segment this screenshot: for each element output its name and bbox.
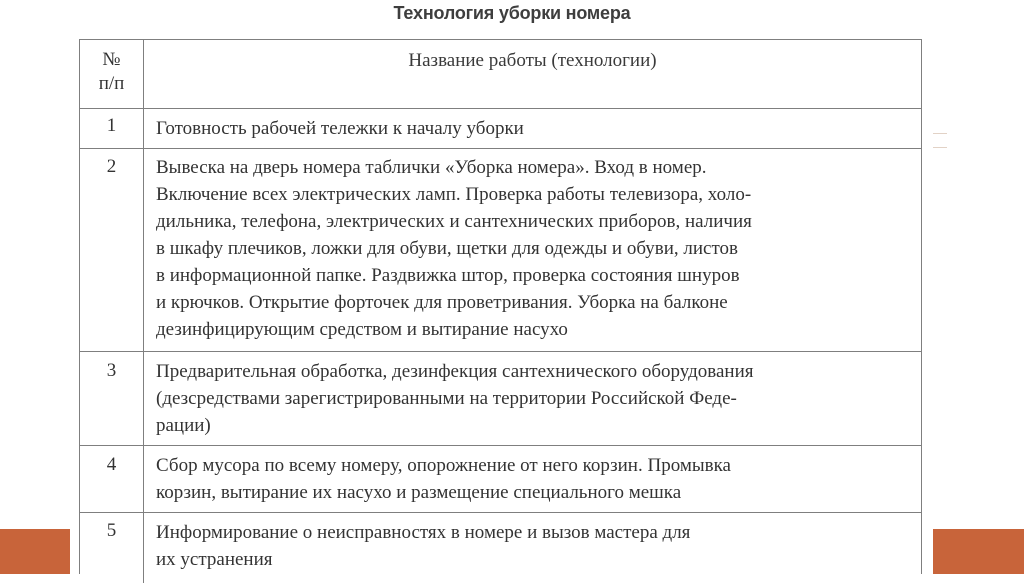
table-row — [80, 149, 921, 352]
table-row — [80, 109, 921, 149]
row-text: Вывеска на дверь номера таблички «Уборка номера». Вход в номер. Включение всех электрических ламп. Проверка работы телевизора, холо- дильника, телефона, электрических и сантехнических приборов, наличия в шкафу плечиков, ложки для обуви, щетки для одежды и обуви, листов в информационной папке. Раздвижка штор, проверка состояния шнуров и крючков. Открытие форточек для проветривания. Уборка на балконе дезинфицирующим средством и вытирание насухо — [156, 157, 752, 340]
accent-bar-left — [0, 529, 70, 574]
page-title: Технология уборки номера — [393, 3, 631, 23]
table-row — [80, 513, 921, 583]
table-row — [80, 352, 921, 446]
row-text: Информирование о неисправностях в номере и вызов мастера для их устранения — [156, 522, 691, 570]
row-text: Готовность рабочей тележки к началу уборки — [156, 118, 524, 139]
table-header-row — [80, 40, 921, 109]
row-number: 4 — [80, 446, 144, 512]
row-number: 3 — [80, 352, 144, 445]
column-header-number: № п/п — [80, 40, 144, 108]
table-row — [80, 446, 921, 513]
row-text: Сбор мусора по всему номеру, опорожнение от него корзин. Промывка корзин, вытирание их насухо и размещение специального мешка — [156, 455, 731, 503]
column-header-name: Название работы (технологии) — [408, 50, 657, 71]
row-number: 2 — [80, 149, 144, 351]
cleaning-technology-table — [79, 39, 922, 574]
decorative-rule — [933, 147, 947, 148]
decorative-rule — [933, 133, 947, 134]
row-text: Предварительная обработка, дезинфекция сантехнического оборудования (дезсредствами зарегистрированными на территории Российской Феде- рации) — [156, 361, 754, 436]
row-number: 1 — [80, 109, 144, 148]
accent-bar-right — [933, 529, 1024, 574]
row-number: 5 — [80, 513, 144, 583]
